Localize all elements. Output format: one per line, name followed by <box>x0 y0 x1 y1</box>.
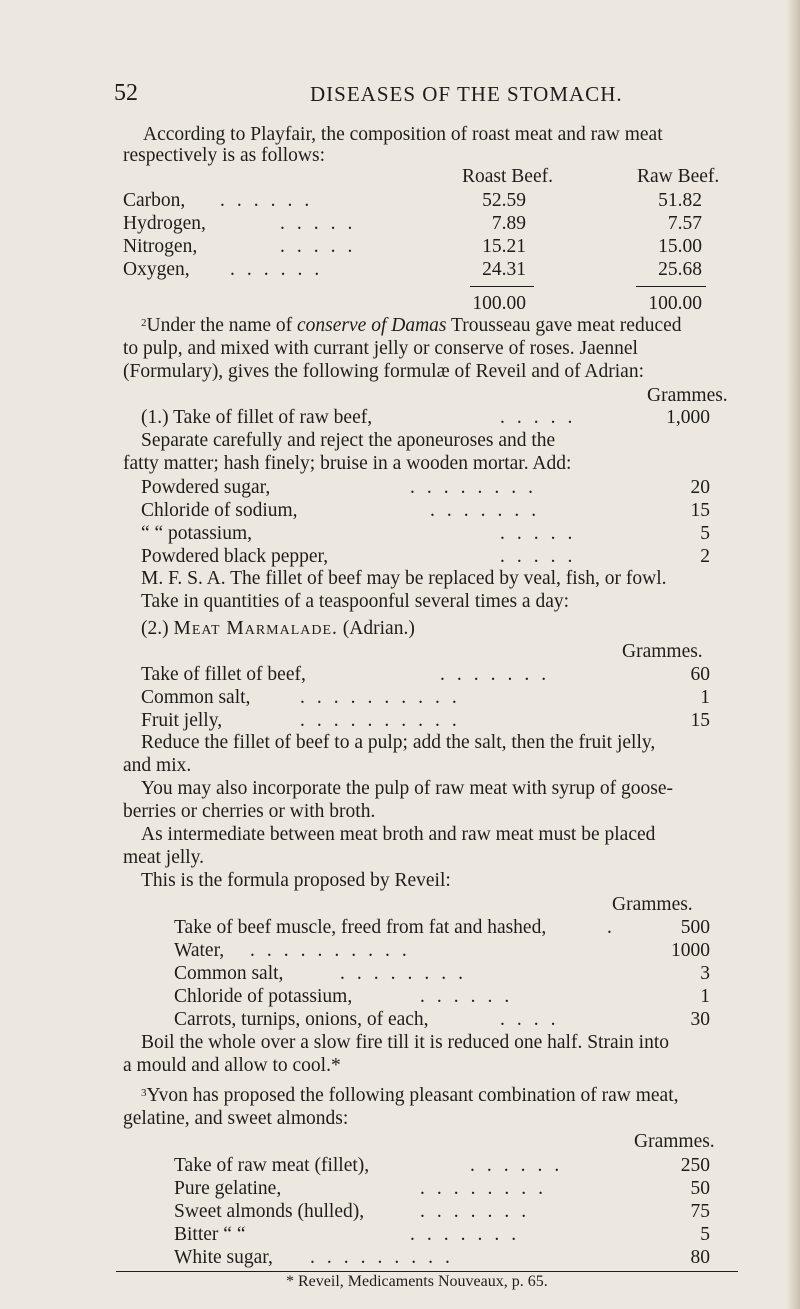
leader-dots: ...... <box>420 986 522 1007</box>
emphasis-title: conserve of Damas <box>297 315 447 336</box>
quantity: 250 <box>680 1155 710 1176</box>
unit-heading: Grammes. <box>622 641 703 662</box>
formula1-after-1: M. F. S. A. The fillet of beef may be replaced by veal, fish, or fowl. <box>141 568 667 589</box>
leader-dots: .... <box>500 1009 568 1030</box>
formula2-after-1: Reduce the fillet of beef to a pulp; add the salt, then the fruit jelly, <box>141 732 656 753</box>
unit-heading: Grammes. <box>634 1131 715 1152</box>
ingredient-label: Carrots, turnips, onions, of each, <box>174 1009 429 1030</box>
formula2-after-6: meat jelly. <box>123 847 205 868</box>
quantity: 3 <box>700 963 710 984</box>
leader-dots: ...... <box>230 259 332 280</box>
leader-dots: ...... <box>220 190 322 211</box>
leader-dots: . <box>607 917 612 938</box>
running-title: DISEASES OF THE STOMACH. <box>310 82 623 106</box>
quantity: 1 <box>700 687 710 708</box>
leader-dots: ..... <box>280 213 365 234</box>
formula2-after-7: This is the formula proposed by Reveil: <box>141 870 451 891</box>
quantity: 500 <box>680 917 710 938</box>
unit-heading: Grammes. <box>647 385 728 406</box>
roast-value: 15.21 <box>482 236 526 257</box>
quantity: 75 <box>690 1201 710 1222</box>
formula2-after-2: and mix. <box>123 755 192 776</box>
ingredient-label: Powdered black pepper, <box>141 546 329 567</box>
footnote: * Reveil, Medicaments Nouveaux, p. 65. <box>286 1273 548 1290</box>
ingredient-label: Sweet almonds (hulled), <box>174 1201 365 1222</box>
leader-dots: ....... <box>410 1224 529 1245</box>
ingredient-label: White sugar, <box>174 1247 273 1268</box>
formula1-after-2: Take in quantities of a teaspoonful several times a day: <box>141 591 570 612</box>
formula3-after-2: a mould and allow to cool.* <box>123 1055 341 1076</box>
quantity: 60 <box>690 664 710 685</box>
leader-dots: ..... <box>500 546 585 567</box>
intro-line-2: respectively is as follows: <box>123 145 325 166</box>
footnote-rule <box>116 1271 738 1272</box>
note2-line-2: to pulp, and mixed with currant jelly or conserve of roses. Jaennel <box>123 338 638 359</box>
quantity: 5 <box>700 523 710 544</box>
leader-dots: ....... <box>430 500 549 521</box>
note-marker: 2 <box>141 317 147 329</box>
leader-dots: ....... <box>440 664 559 685</box>
raw-value: 51.82 <box>658 190 702 211</box>
row-label: Nitrogen, <box>123 236 198 257</box>
ingredient-label: Chloride of sodium, <box>141 500 298 521</box>
leader-dots: ........ <box>410 477 545 498</box>
ingredient-label: Take of raw meat (fillet), <box>174 1155 370 1176</box>
leader-dots: ..... <box>280 236 365 257</box>
page-number: 52 <box>114 80 138 106</box>
leader-dots: .......... <box>300 687 469 708</box>
note2-line-3: (Formulary), gives the following formulæ of Reveil and of Adrian: <box>123 361 644 382</box>
sum-rule-raw <box>636 286 706 287</box>
unit-heading: Grammes. <box>612 894 693 915</box>
quantity: 50 <box>690 1178 710 1199</box>
raw-value: 15.00 <box>658 236 702 257</box>
quantity: 15 <box>690 710 710 731</box>
quantity: 20 <box>690 477 710 498</box>
formula2-after-4: berries or cherries or with broth. <box>123 801 376 822</box>
quantity: 1 <box>700 986 710 1007</box>
row-label: Oxygen, <box>123 259 190 280</box>
formula1-text-2: fatty matter; hash finely; bruise in a wooden mortar. Add: <box>123 453 572 474</box>
row-label: Carbon, <box>123 190 186 211</box>
ingredient-label: Take of fillet of beef, <box>141 664 306 685</box>
quantity: 80 <box>690 1247 710 1268</box>
page-edge-shadow <box>786 0 800 1309</box>
leader-dots: ........ <box>340 963 475 984</box>
leader-dots: ..... <box>500 407 585 428</box>
raw-value: 7.57 <box>667 213 702 234</box>
quantity: 30 <box>690 1009 710 1030</box>
formula2-after-5: As intermediate between meat broth and raw meat must be placed <box>141 824 656 845</box>
roast-value: 52.59 <box>482 190 526 211</box>
leader-dots: ....... <box>420 1201 539 1222</box>
ingredient-label: Water, <box>174 940 225 961</box>
col-raw-header: Raw Beef. <box>637 166 720 187</box>
formula3-after-1: Boil the whole over a slow fire till it is reduced one half. Strain into <box>141 1032 670 1053</box>
quantity: 2 <box>700 546 710 567</box>
leader-dots: .......... <box>250 940 419 961</box>
ingredient-label: Powdered sugar, <box>141 477 271 498</box>
ingredient-label: Bitter “ “ <box>174 1224 246 1245</box>
raw-value: 25.68 <box>658 259 702 280</box>
note2-line-1: $^2$Under the name of conserve of Damas Trousseau gave meat reduced <box>141 315 682 336</box>
ingredient-label: Chloride of potassium, <box>174 986 353 1007</box>
ingredient-label: Common salt, <box>141 687 251 708</box>
roast-value: 24.31 <box>482 259 526 280</box>
ingredient-label: Pure gelatine, <box>174 1178 282 1199</box>
leader-dots: ..... <box>500 523 585 544</box>
quantity: 1000 <box>671 940 710 961</box>
leader-dots: ...... <box>470 1155 572 1176</box>
leader-dots: ......... <box>310 1247 462 1268</box>
formula1-text-1: Separate carefully and reject the aponeuroses and the <box>141 430 556 451</box>
quantity: 15 <box>690 500 710 521</box>
leader-dots: ........ <box>420 1178 555 1199</box>
row-label: Hydrogen, <box>123 213 206 234</box>
note3-line-1: $^3$Yvon has proposed the following pleasant combination of raw meat, <box>141 1085 679 1106</box>
ingredient-label: Fruit jelly, <box>141 710 223 731</box>
roast-value: 7.89 <box>491 213 526 234</box>
formula1-first-label: (1.) Take of fillet of raw beef, <box>141 407 373 428</box>
quantity: 1,000 <box>666 407 710 428</box>
raw-total: 100.00 <box>648 293 702 314</box>
roast-total: 100.00 <box>472 293 526 314</box>
ingredient-label: “ “ potassium, <box>141 523 253 544</box>
formula2-title: (2.) Meat Marmalade. (Adrian.) <box>141 618 415 639</box>
leader-dots: .......... <box>300 710 469 731</box>
intro-line-1: According to Playfair, the composition of roast meat and raw meat <box>143 124 663 145</box>
sum-rule-roast <box>470 286 534 287</box>
col-roast-header: Roast Beef. <box>462 166 553 187</box>
note-marker: 3 <box>141 1087 147 1099</box>
ingredient-label: Take of beef muscle, freed from fat and hashed, <box>174 917 547 938</box>
quantity: 5 <box>700 1224 710 1245</box>
note3-line-2: gelatine, and sweet almonds: <box>123 1108 349 1129</box>
formula2-after-3: You may also incorporate the pulp of raw meat with syrup of goose- <box>141 778 673 799</box>
ingredient-label: Common salt, <box>174 963 284 984</box>
